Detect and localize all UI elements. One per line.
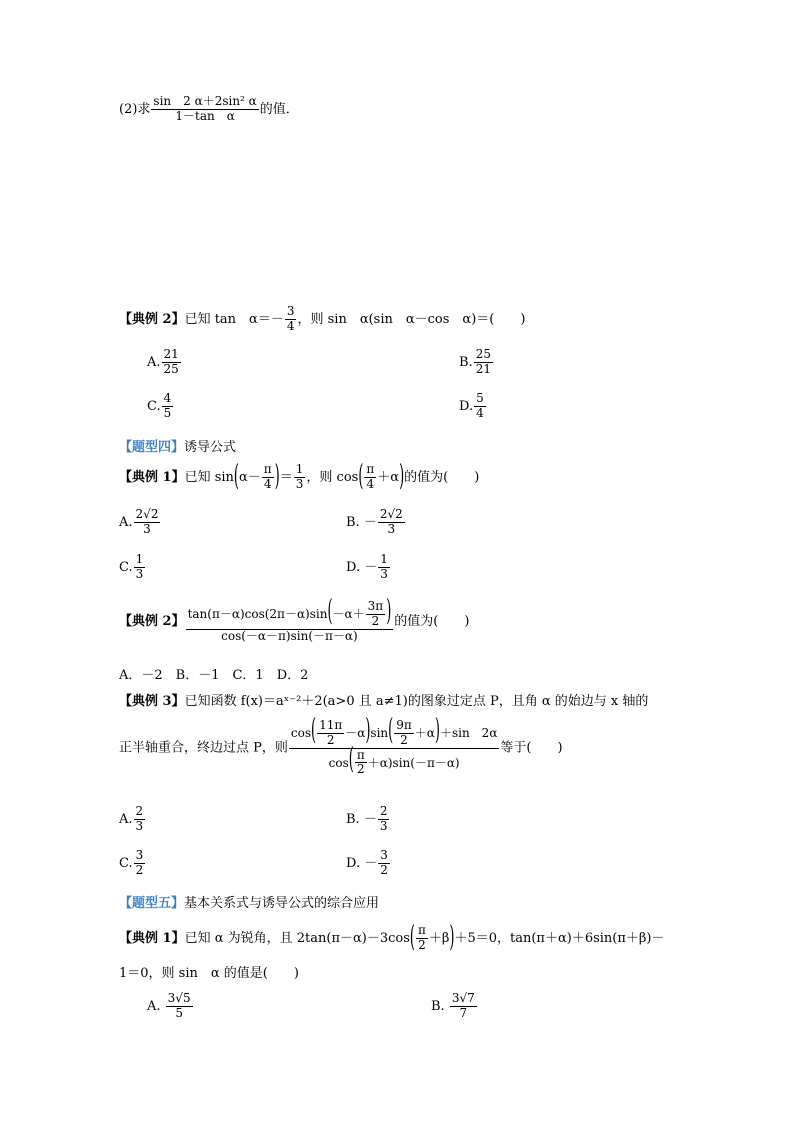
example-tag: 【典例 2】 [119,311,185,327]
fraction-denominator: 2 [380,862,388,877]
fraction-denominator: 2 [326,732,335,747]
section-4-heading [119,436,236,455]
inner-text: ＋α [377,469,400,485]
option-a [119,805,146,834]
option-letter: B. [346,811,360,827]
fraction-denominator: 2 [135,862,144,877]
option-letter: A. [147,354,161,370]
paren-right: ) [399,460,405,494]
paren-left: ( [388,714,394,748]
fraction [366,600,386,629]
suffix-text: 的值． [259,101,299,117]
fraction-denominator: 21 [475,361,491,376]
option-letter: B. [459,354,473,370]
option-letter: A. [147,998,161,1014]
denominator-tail: ＋α)sin(－π－α) [367,755,460,770]
section-5-heading [119,892,379,911]
example-3-line-1 [119,690,648,709]
example-tag: 【典例 1】 [119,469,185,485]
option-sign: － [364,559,378,575]
fraction-denominator: 2 [418,937,426,952]
option-fraction [378,849,390,878]
paren-left: ( [233,460,239,494]
fraction [262,463,274,492]
option-fraction [134,508,161,537]
option-b [431,992,478,1021]
fraction [285,305,297,334]
fraction [294,463,306,492]
fraction-numerator: π [356,747,365,762]
option-d [459,392,487,421]
numerator-inner: －α＋ [332,606,365,621]
cos-text: cos [328,755,349,770]
option-a [119,508,161,537]
fraction-numerator: 2 [379,804,388,818]
equals-sign: ＝ [279,469,293,485]
fraction-denominator: 3 [387,521,396,536]
option-a [147,992,194,1021]
cos-text: cos [290,725,311,740]
fraction-numerator: 1 [380,552,388,566]
example-tag: 【典例 2】 [119,614,185,630]
fraction [364,463,376,492]
option-sign: － [363,811,377,827]
inner-text: ＋α [414,725,435,740]
fraction-denominator: 2 [356,762,365,777]
fraction-numerator: 1 [135,552,144,566]
stem-text-a: 已知 sin [184,469,234,485]
option-letter: B. [346,514,360,530]
inner-text: －α [345,725,366,740]
option-letter: D. [459,398,474,414]
paren-left: ( [358,460,364,494]
fraction-numerator: 3 [286,304,295,318]
options-line: A．－2 B．－1 C．1 D．2 [119,668,309,683]
fraction-denominator: 5 [163,405,172,420]
section-tag: 【题型四】 [119,440,185,455]
fraction-numerator: 3√7 [451,991,475,1005]
fraction-numerator: 21 [163,347,179,361]
stem-text-c: ＋5＝0，tan(π＋α)＋6sin(π＋β)－ [454,930,665,946]
option-c [147,392,174,421]
inner-text: ＋β [428,930,450,946]
fraction [151,95,258,124]
fraction-denominator: 5 [175,1005,183,1020]
fraction [317,719,344,748]
fraction-numerator: π [263,462,272,476]
paren-right: ) [449,921,455,955]
fraction-numerator: π [366,462,375,476]
fraction-numerator: π [417,923,426,937]
section-title: 诱导公式 [184,440,237,455]
example-tag: 【典例 3】 [119,694,185,709]
example-tag: 【典例 1】 [119,930,185,946]
option-b [346,805,390,834]
fraction-numerator: 2√2 [135,507,159,521]
option-b [459,348,494,377]
option-letter: C. [119,855,133,871]
option-fraction [162,392,174,421]
example-2-induce-stem [119,595,470,643]
stem-text-a: 已知 tan α＝－ [184,311,284,327]
fraction-denominator: 2 [371,613,380,628]
section-title: 基本关系式与诱导公式的综合应用 [184,896,380,911]
stem-text-b: ，则 sin α(sin α－cos α)＝( ) [297,311,526,327]
big-fraction [186,595,394,643]
example-1-combo-line-2: 1＝0，则 sin α 的值是( ) [119,966,299,981]
fraction-numerator [289,714,500,749]
fraction [416,924,428,953]
fraction-denominator: 4 [366,476,375,491]
option-c [119,849,146,878]
stem-text-b: ，则 cos [306,469,359,485]
option-fraction [134,849,146,878]
option-sign: － [363,514,377,530]
fraction-numerator: 3 [135,848,144,862]
option-letter: D. [346,855,361,871]
option-fraction [162,348,181,377]
option-fraction [166,992,193,1021]
paren-left: ( [327,595,333,629]
paren-left: ( [409,921,415,955]
numerator-text: tan(π－α)cos(2π－α)sin [187,606,328,621]
fraction-numerator: 9π [396,718,412,732]
question-part-2 [119,95,299,124]
option-a [147,348,182,377]
fraction-numerator: 5 [476,391,484,405]
suffix-text: 等于( ) [500,740,563,756]
paren-right: ) [386,595,392,629]
fraction-denominator: cos(－α－π)sin(－π－α) [221,628,358,643]
sin-text: sin [370,725,389,740]
fraction-denominator: 3 [135,566,144,581]
paren-left: ( [311,714,317,748]
option-fraction [134,805,146,834]
section-tag: 【题型五】 [119,896,185,911]
numerator-tail: ＋sin 2α [439,725,498,740]
fraction-denominator: 25 [163,361,179,376]
inner-text: α－ [239,469,261,485]
big-fraction [289,714,500,778]
option-d [346,553,391,582]
fraction-denominator: 3 [379,818,388,833]
stem-line-2: 正半轴重合，终边过点 P，则 [119,740,288,756]
fraction-denominator: 7 [459,1005,468,1020]
option-d [346,849,391,878]
stem-text-a: 已知 α 为锐角，且 2tan(π－α)－3cos [184,930,410,946]
fraction-denominator: 1－tan α [175,108,235,123]
fraction-numerator: 3√5 [167,991,191,1005]
option-fraction [378,508,405,537]
option-letter: D. [346,559,361,575]
fraction [355,749,367,778]
fraction-numerator: 11π [319,718,343,732]
fraction-denominator: 3 [380,566,388,581]
fraction-denominator: 3 [135,818,144,833]
option-letter: A. [119,514,133,530]
option-letter: C. [119,559,133,575]
stem-text-c: 的值为( ) [404,469,480,485]
paren-right: ) [434,714,440,748]
option-fraction [474,348,493,377]
fraction [394,719,414,748]
fraction-denominator: 4 [263,476,272,491]
option-letter: A. [119,811,133,827]
option-c [119,553,146,582]
suffix-text: 的值为( ) [394,614,470,630]
option-fraction [450,992,477,1021]
option-b [346,508,406,537]
fraction-denominator: 3 [143,521,151,536]
option-fraction [378,553,390,582]
fraction-denominator: 4 [476,405,484,420]
option-letter: B. [431,998,445,1014]
fraction-numerator: 4 [163,391,172,405]
fraction-denominator: 2 [400,732,408,747]
option-sign: － [364,855,378,871]
example-2-basic-stem [119,305,525,334]
option-letter: C. [147,398,161,414]
fraction-denominator: 4 [286,318,295,333]
prefix-text: (2)求 [119,101,151,117]
stem-line-1: 已知函数 f(x)＝aˣ⁻²＋2(a>0 且 a≠1)的图象过定点 P，且角 α 的始边与 x 轴的 [184,694,649,709]
example-1-induce-stem [119,460,480,494]
example-1-combo-line-1 [119,921,665,955]
fraction-numerator: 3 [380,848,388,862]
example-3-line-2 [119,714,563,778]
paren-right: ) [365,714,371,748]
fraction-numerator: 2√2 [379,507,403,521]
paren-left: ( [348,744,354,778]
fraction-denominator [327,744,462,778]
paren-right: ) [274,460,280,494]
fraction-denominator: 3 [295,476,304,491]
fraction-numerator [186,595,394,630]
fraction-numerator: 1 [295,462,304,476]
fraction-numerator: sin 2 α＋2sin² α [153,94,257,108]
option-fraction [134,553,146,582]
option-fraction [474,392,486,421]
option-fraction [378,805,390,834]
fraction-numerator: 3π [367,599,384,613]
fraction-numerator: 2 [135,804,144,818]
fraction-numerator: 25 [475,347,491,361]
